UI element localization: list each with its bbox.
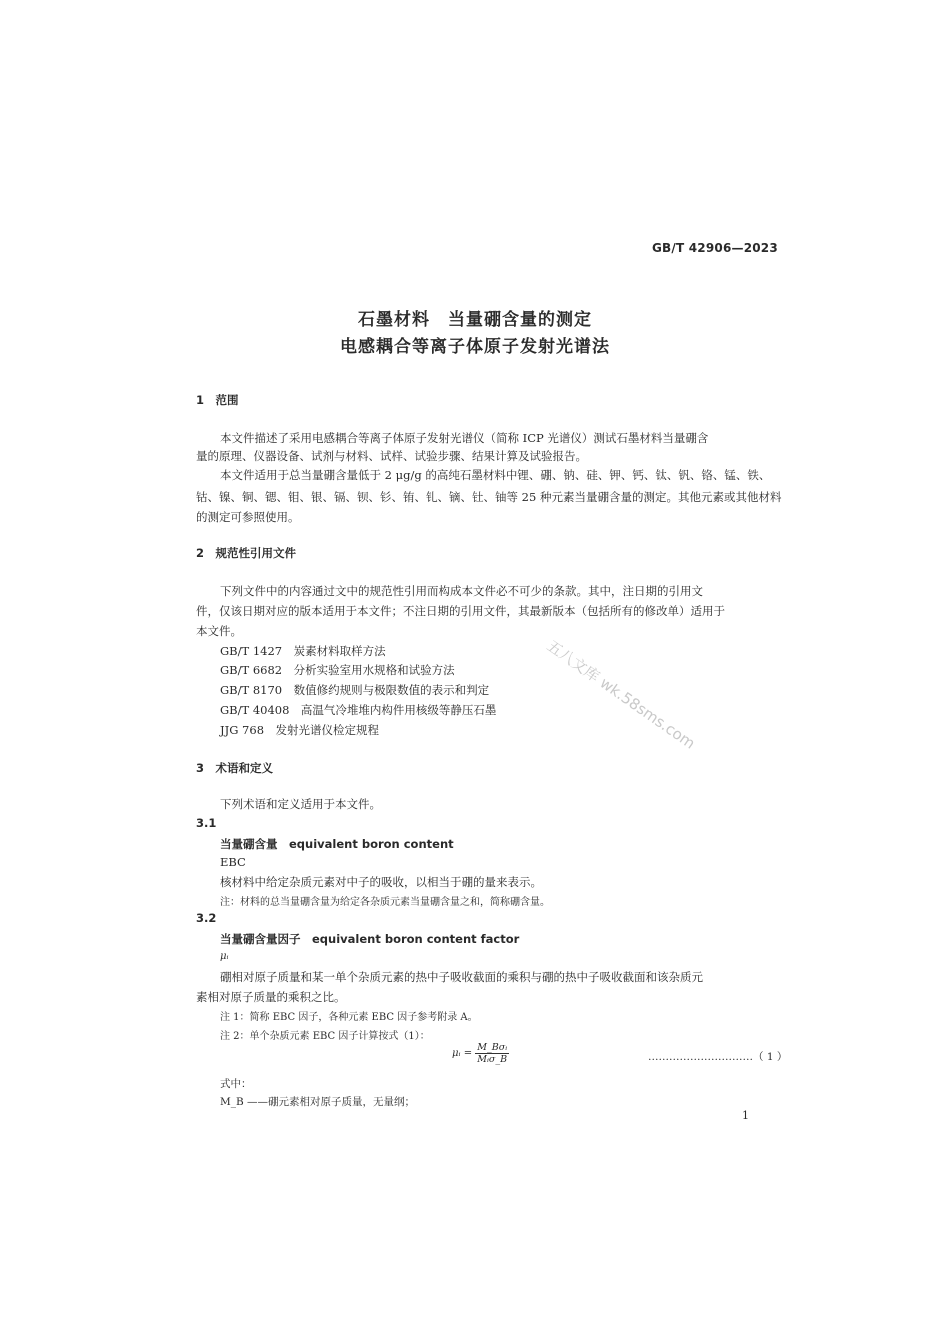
- section-3-intro: 下列术语和定义适用于本文件。: [220, 797, 381, 811]
- formula-numerator: M_Bσᵢ: [477, 1042, 508, 1053]
- term-3-2-definition-line-2: 素相对原子质量的乘积之比。: [196, 990, 346, 1004]
- section-1-para-2-line-1: 本文件适用于总当量硼含量低于 2 μg/g 的高纯石墨材料中锂、硼、钠、硅、钾、钙、钛、钒、铬、锰、铁、: [220, 468, 771, 482]
- term-3-2-symbol: μᵢ: [220, 951, 229, 962]
- formula-lhs: μᵢ =: [452, 1048, 473, 1059]
- term-3-1-definition: 核材料中给定杂质元素对中子的吸收，以相当于硼的量来表示。: [220, 875, 542, 889]
- document-title-line2: 电感耦合等离子体原子发射光谱法: [340, 337, 610, 357]
- section-1-heading: 1 范围: [196, 393, 239, 407]
- section-1-para-1-line-2: 量的原理、仪器设备、试剂与材料、试样、试验步骤、结果计算及试验报告。: [196, 449, 587, 463]
- variable-definition-mb: M_B ——硼元素相对原子质量，无量纲；: [220, 1096, 416, 1108]
- standard-number: GB/T 42906—2023: [652, 241, 778, 255]
- where-label: 式中：: [220, 1078, 252, 1090]
- term-3-1-number: 3.1: [196, 816, 217, 830]
- reference-item: JJG 768 发射光谱仪检定规程: [220, 723, 380, 737]
- formula-fraction: [475, 1042, 509, 1065]
- term-3-2-note-2: 注 2：单个杂质元素 EBC 因子计算按式（1）：: [220, 1031, 430, 1042]
- section-1-para-1-line-1: 本文件描述了采用电感耦合等离子体原子发射光谱仪（简称 ICP 光谱仪）测试石墨材料当量硼含: [220, 431, 709, 445]
- term-3-2-number: 3.2: [196, 911, 217, 925]
- term-3-2-definition-line-1: 硼相对原子质量和某一单个杂质元素的热中子吸收截面的乘积与硼的热中子吸收截面和该杂质元: [220, 970, 703, 984]
- reference-item: GB/T 1427 炭素材料取样方法: [220, 644, 386, 658]
- formula-1: [452, 1042, 509, 1065]
- reference-item: GB/T 6682 分析实验室用水规格和试验方法: [220, 663, 455, 677]
- section-2-para-line-1: 下列文件中的内容通过文中的规范性引用而构成本文件必不可少的条款。其中，注日期的引用文: [220, 584, 703, 598]
- term-3-2-title: 当量硼含量因子 equivalent boron content factor: [220, 932, 520, 946]
- page-number: 1: [742, 1109, 749, 1122]
- section-1-para-2-line-3: 的测定可参照使用。: [196, 510, 300, 524]
- term-3-1-note: 注：材料的总当量硼含量为给定各杂质元素当量硼含量之和，简称硼含量。: [220, 897, 550, 908]
- formula-denominator: Mᵢσ_B: [477, 1054, 508, 1065]
- section-2-para-line-3: 本文件。: [196, 624, 242, 638]
- term-3-1-abbreviation: EBC: [220, 855, 246, 869]
- section-1-para-2-line-2: 钴、镍、铜、锶、钼、银、镉、钡、钐、铕、钆、镝、钍、铀等 25 种元素当量硼含量的测定。其他元素或其他材料: [196, 490, 782, 504]
- section-2-para-line-2: 件，仅该日期对应的版本适用于本文件；不注日期的引用文件，其最新版本（包括所有的修改单）适用于: [196, 604, 725, 618]
- reference-item: GB/T 40408 高温气冷堆堆内构件用核级等静压石墨: [220, 703, 497, 717]
- section-2-heading: 2 规范性引用文件: [196, 546, 297, 560]
- reference-item: GB/T 8170 数值修约规则与极限数值的表示和判定: [220, 683, 490, 697]
- watermark: 五八文库 wk.58sms.com: [543, 636, 699, 753]
- formula-number: …………………………（ 1 ）: [648, 1051, 788, 1063]
- term-3-2-note-1: 注 1：简称 EBC 因子，各种元素 EBC 因子参考附录 A。: [220, 1012, 478, 1023]
- term-3-1-title: 当量硼含量 equivalent boron content: [220, 837, 454, 851]
- document-title-line1: 石墨材料 当量硼含量的测定: [358, 310, 592, 330]
- section-3-heading: 3 术语和定义: [196, 761, 274, 775]
